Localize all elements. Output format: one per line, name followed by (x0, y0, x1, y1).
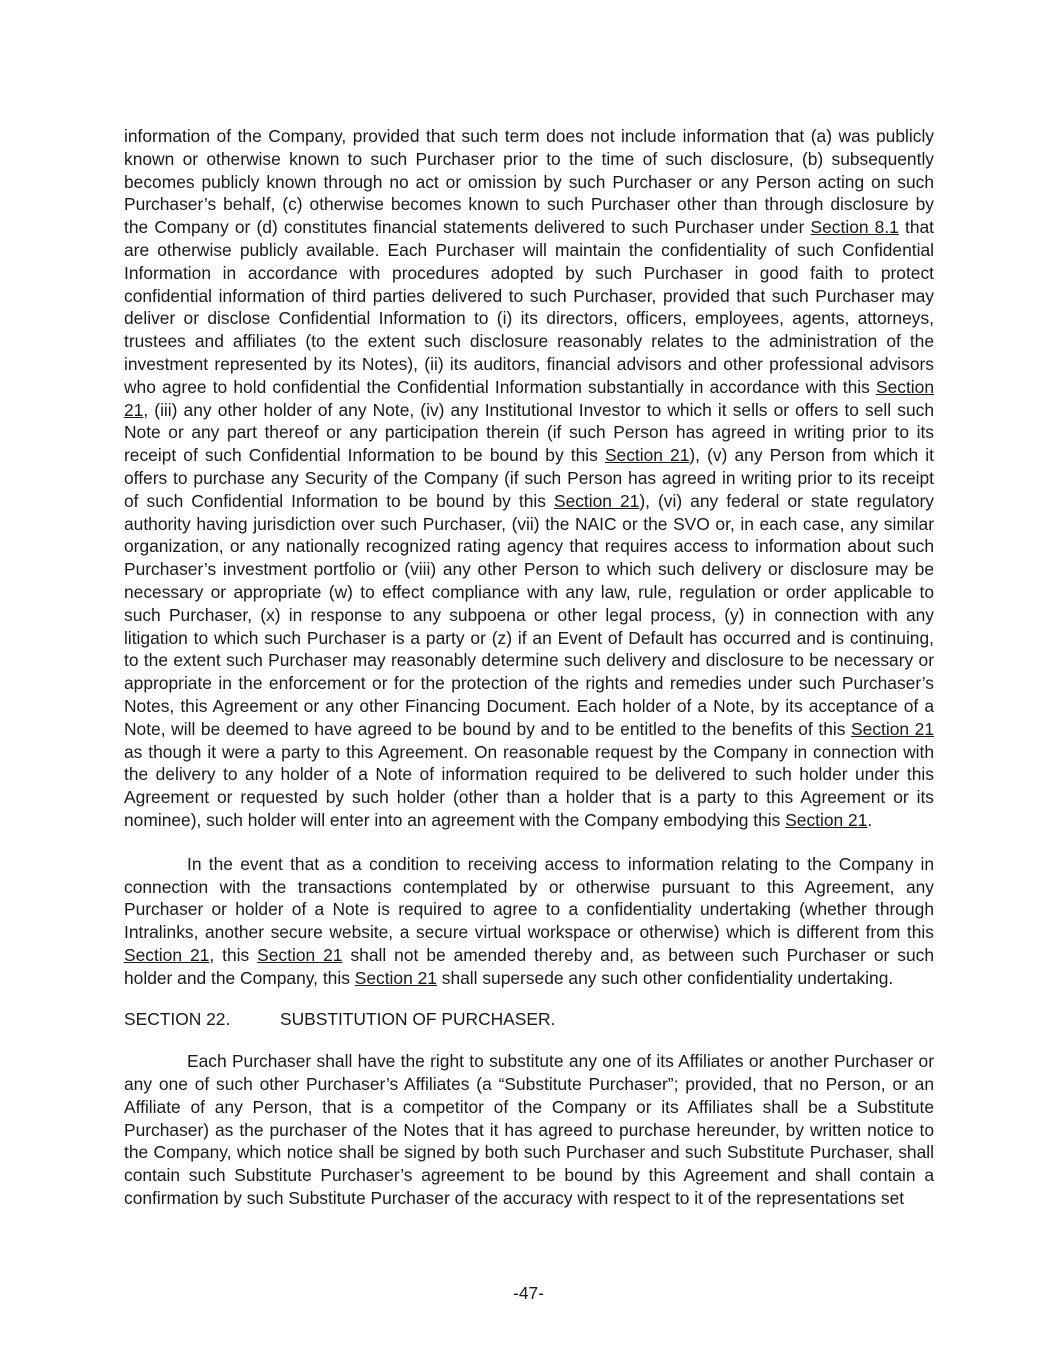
section-reference: Section 21 (257, 944, 343, 965)
section-reference: Section 21 (851, 718, 935, 739)
section-reference: Section 21 (354, 967, 437, 988)
confidentiality-paragraph: information of the Company, provided that such term does not include information that (a) was publicly known or otherwise known to such Purchaser prior to the time of such disclosure, (b) subsequently becomes publicly known through no act or omission by such Purchaser or any Person acting on such Purchaser’s behalf, (c) otherwise becomes known to such Purchaser other than through disclosure by the Company or (d) constitutes financial statements delivered to such Purchaser under Section 8.1 that are otherwise publicly available. Each Purchaser will maintain the confidentiality of such Confidential Information in accordance with procedures adopted by such Purchaser in good faith to protect confidential information of third parties delivered to such Purchaser, provided that such Purchaser may deliver or disclose Confidential Information to (i) its directors, officers, employees, agents, attorneys, trustees and affiliates (to the extent such disclosure reasonably relates to the administration of the investment represented by its Notes), (ii) its auditors, financial advisors and other professional advisors who agree to hold confidential the Confidential Information substantially in accordance with this Section 21, (iii) any other holder of any Note, (iv) any Institutional Investor to which it sells or offers to sell such Note or any part thereof or any participation therein (if such Person has agreed in writing prior to its receipt of such Confidential Information to be bound by this Section 21), (v) any Person from which it offers to purchase any Security of the Company (if such Person has agreed in writing prior to its receipt of such Confidential Information to be bound by this Section 21), (vi) any federal or state regulatory authority having jurisdiction over such Purchaser, (vii) the NAIC or the SVO or, in each case, any similar organization, or any nationally recognized rating agency that requires access to information about such Purchaser’s investment portfolio or (viii) any other Person to which such delivery or disclosure may be necessary or appropriate (w) to effect compliance with any law, rule, regulation or order applicable to such Purchaser, (x) in response to any subpoena or other legal process, (y) in connection with any litigation to which such Purchaser is a party or (z) if an Event of Default has occurred and is continuing, to the extent such Purchaser may reasonably determine such delivery and disclosure to be necessary or appropriate in the enforcement or for the protection of the rights and remedies under such Purchaser’s Notes, this Agreement or any other Financing Document. Each holder of a Note, by its acceptance of a Note, will be deemed to have agreed to be bound by and to be entitled to the benefits of this Section 21 as though it were a party to this Agreement. On reasonable request by the Company in connection with the delivery to any holder of a Note of information required to be delivered to such holder under this Agreement or requested by such holder (other than a holder that is a party to this Agreement or its nominee), such holder will enter into an agreement with the Company embodying this Section 21. (124, 126, 935, 830)
substitution-paragraph: Each Purchaser shall have the right to substitute any one of its Affiliates or another Purchaser or any one of such other Purchaser’s Affiliates (a “Substitute Purchaser”; provided, that no Person, or an Affiliate of any Person, that is a competitor of the Company or its Affiliates shall be a Substitute Purchaser) as the purchaser of the Notes that it has agreed to purchase hereunder, by written notice to the Company, which notice shall be signed by both such Purchaser and such Substitute Purchaser, shall contain such Substitute Purchaser’s agreement to be bound by this Agreement and shall contain a confirmation by such Substitute Purchaser of the accuracy with respect to it of the representations set (124, 1051, 934, 1209)
section-reference: Section 21 (604, 445, 690, 466)
section-reference: Section 21 (124, 944, 210, 965)
section-reference: Section 21 (124, 376, 934, 420)
page-number: -47- (513, 1283, 544, 1303)
confidentiality-undertaking-paragraph: In the event that as a condition to receiving access to information relating to the Company in connection with the transactions contemplated by or otherwise pursuant to this Agreement, any Purchaser or holder of a Note is required to agree to a confidentiality undertaking (whether through Intralinks, another secure website, a secure virtual workspace or otherwise) which is different from this Section 21, this Section 21 shall not be amended thereby and, as between such Purchaser or such holder and the Company, this Section 21 shall supersede any such other confidentiality undertaking. (124, 853, 935, 988)
document-body (124, 125, 934, 1210)
section-number: SECTION 22. (124, 1009, 231, 1030)
section-reference: Section 21 (553, 490, 640, 511)
section-title: SUBSTITUTION OF PURCHASER. (280, 1009, 556, 1030)
section-22-heading (124, 1008, 934, 1031)
section-reference: Section 21 (785, 809, 868, 830)
section-reference: Section 8.1 (810, 217, 899, 238)
